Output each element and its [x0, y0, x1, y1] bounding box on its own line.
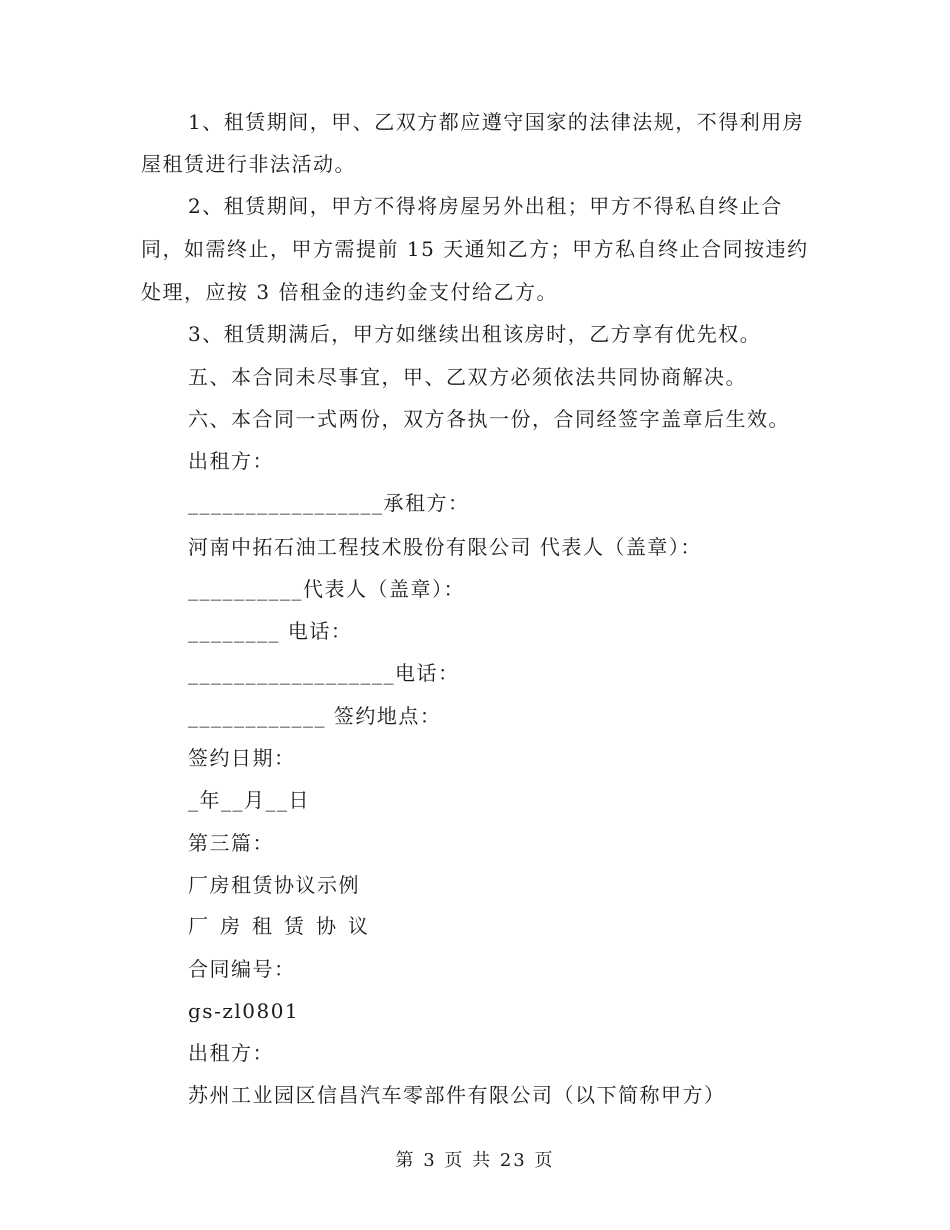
clause-3-line: 3、租赁期满后，甲方如继续出租该房时，乙方享有优先权。	[188, 322, 762, 346]
phone-line-1: ________ 电话：	[188, 619, 353, 643]
lessor-label-2: 出租方：	[188, 1041, 274, 1065]
clause-2-line-1: 2、租赁期间，甲方不得将房屋另外出租；甲方不得私自终止合	[188, 194, 783, 218]
clause-2-line-2: 同，如需终止，甲方需提前 15 天通知乙方；甲方私自终止合同按违约	[141, 237, 809, 261]
section-5-line: 五、本合同未尽事宜，甲、乙双方必须依法共同协商解决。	[188, 365, 747, 389]
lessor-label: 出租方：	[188, 449, 274, 473]
date-blank-line: _年__月__日	[188, 788, 310, 812]
phone-line-2: __________________电话：	[188, 661, 460, 685]
lessee-signature-line: _________________承租方：	[188, 491, 470, 515]
page-footer: 第 3 页 共 23 页	[395, 1150, 555, 1171]
signing-date-label: 签约日期：	[188, 746, 296, 770]
factory-lease-agreement-title: 厂房租赁协议	[188, 914, 380, 938]
lessor-company-line-2: 苏州工业园区信昌汽车零部件有限公司（以下简称甲方）	[188, 1083, 726, 1107]
contract-number-label: 合同编号：	[188, 957, 296, 981]
representative-line: __________代表人（盖章）：	[188, 577, 465, 601]
clause-1-line-2: 屋租赁进行非法活动。	[141, 152, 356, 176]
clause-1-line-1: 1、租赁期间，甲、乙双方都应遵守国家的法律法规，不得利用房	[188, 110, 805, 134]
factory-lease-example-title: 厂房租赁协议示例	[188, 873, 360, 897]
lessor-company-line: 河南中拓石油工程技术股份有限公司 代表人（盖章）：	[188, 535, 702, 559]
section-6-line: 六、本合同一式两份，双方各执一份，合同经签字盖章后生效。	[188, 407, 790, 431]
signing-place-line: ____________ 签约地点：	[188, 704, 442, 728]
clause-2-line-3: 处理，应按 3 倍租金的违约金支付给乙方。	[141, 280, 558, 304]
contract-number-value: gs-zl0801	[188, 999, 300, 1023]
chapter-three-heading: 第三篇：	[188, 831, 274, 855]
